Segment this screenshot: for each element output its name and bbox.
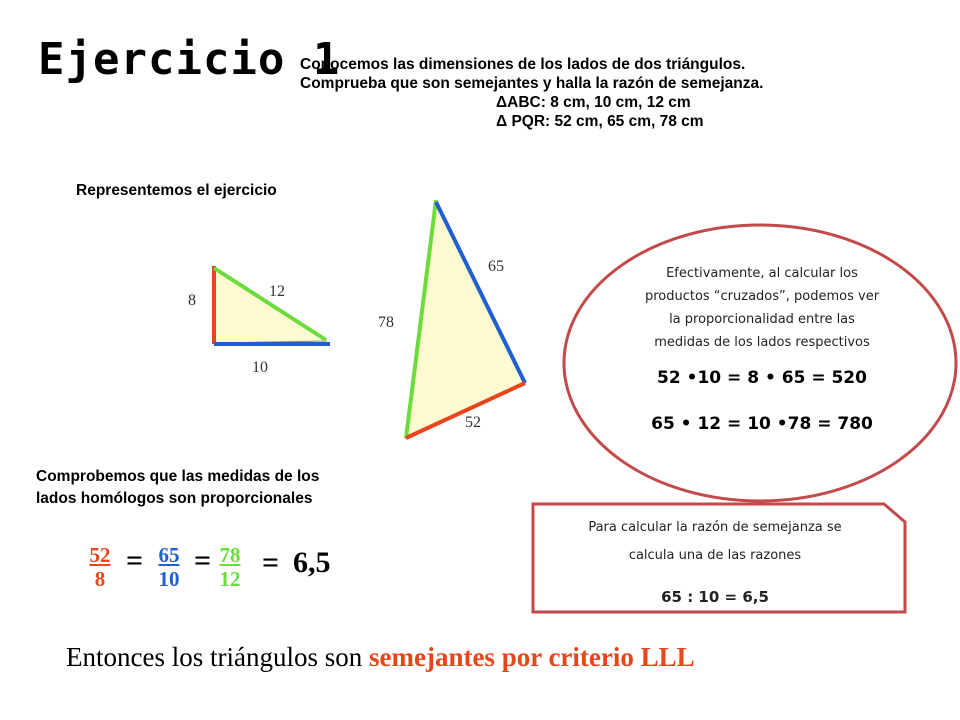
- equals-sign: =: [194, 544, 212, 577]
- fraction-numerator: 78: [219, 543, 241, 567]
- statement-line-2: Comprueba que son semejantes y halla la razón de semejanza.: [300, 75, 764, 92]
- triangle-pqr-sides: Δ PQR: 52 cm, 65 cm, 78 cm: [496, 113, 704, 130]
- label-8: 8: [188, 292, 196, 309]
- ellipse-line-3: la proporcionalidad entre las: [669, 312, 855, 327]
- conclusion-text: Entonces los triángulos son: [66, 642, 369, 672]
- ratio-result: 6,5: [293, 546, 331, 579]
- label-12: 12: [269, 283, 285, 300]
- fraction-65-10: [152, 543, 186, 591]
- fraction-52-8: [84, 543, 116, 591]
- statement-line-1: Conocemos las dimensiones de los lados de dos triángulos.: [300, 56, 746, 73]
- represent-label: Representemos el ejercicio: [76, 182, 277, 199]
- ellipse-line-1: Efectivamente, al calcular los: [666, 266, 858, 281]
- equals-sign: =: [126, 544, 144, 577]
- fraction-numerator: 65: [158, 543, 180, 567]
- ellipse-explanation: [612, 262, 912, 354]
- fraction-denominator: 10: [158, 567, 180, 591]
- note-ratio: 65 : 10 = 6,5: [661, 588, 769, 606]
- triangle-abc-sides: ΔABC: 8 cm, 10 cm, 12 cm: [496, 94, 691, 111]
- check-line-1: Comprobemos que las medidas de los: [36, 468, 320, 485]
- cross-product-1: 52 •10 = 8 • 65 = 520: [657, 368, 867, 388]
- cross-product-2: 65 • 12 = 10 •78 = 780: [651, 414, 873, 434]
- fraction-denominator: 8: [94, 567, 106, 591]
- label-65: 65: [488, 258, 504, 275]
- label-78: 78: [378, 314, 394, 331]
- note-line-1: Para calcular la razón de semejanza se: [588, 520, 842, 535]
- page-title: Ejercicio 1: [38, 34, 341, 85]
- fraction-78-12: [213, 543, 247, 591]
- fraction-numerator: 52: [89, 543, 111, 567]
- conclusion: [66, 642, 695, 673]
- note-line-2: calcula una de las razones: [628, 548, 802, 563]
- ellipse-line-4: medidas de los lados respectivos: [654, 335, 870, 350]
- label-10: 10: [252, 359, 268, 376]
- check-line-2: lados homólogos son proporcionales: [36, 490, 313, 507]
- ellipse-line-2: productos “cruzados”, podemos ver: [644, 289, 880, 304]
- label-52: 52: [465, 414, 481, 431]
- equals-sign: =: [262, 546, 280, 579]
- fraction-denominator: 12: [219, 567, 241, 591]
- large-triangle: [406, 202, 525, 438]
- check-statement: [36, 466, 319, 510]
- conclusion-highlight: semejantes por criterio LLL: [368, 642, 695, 672]
